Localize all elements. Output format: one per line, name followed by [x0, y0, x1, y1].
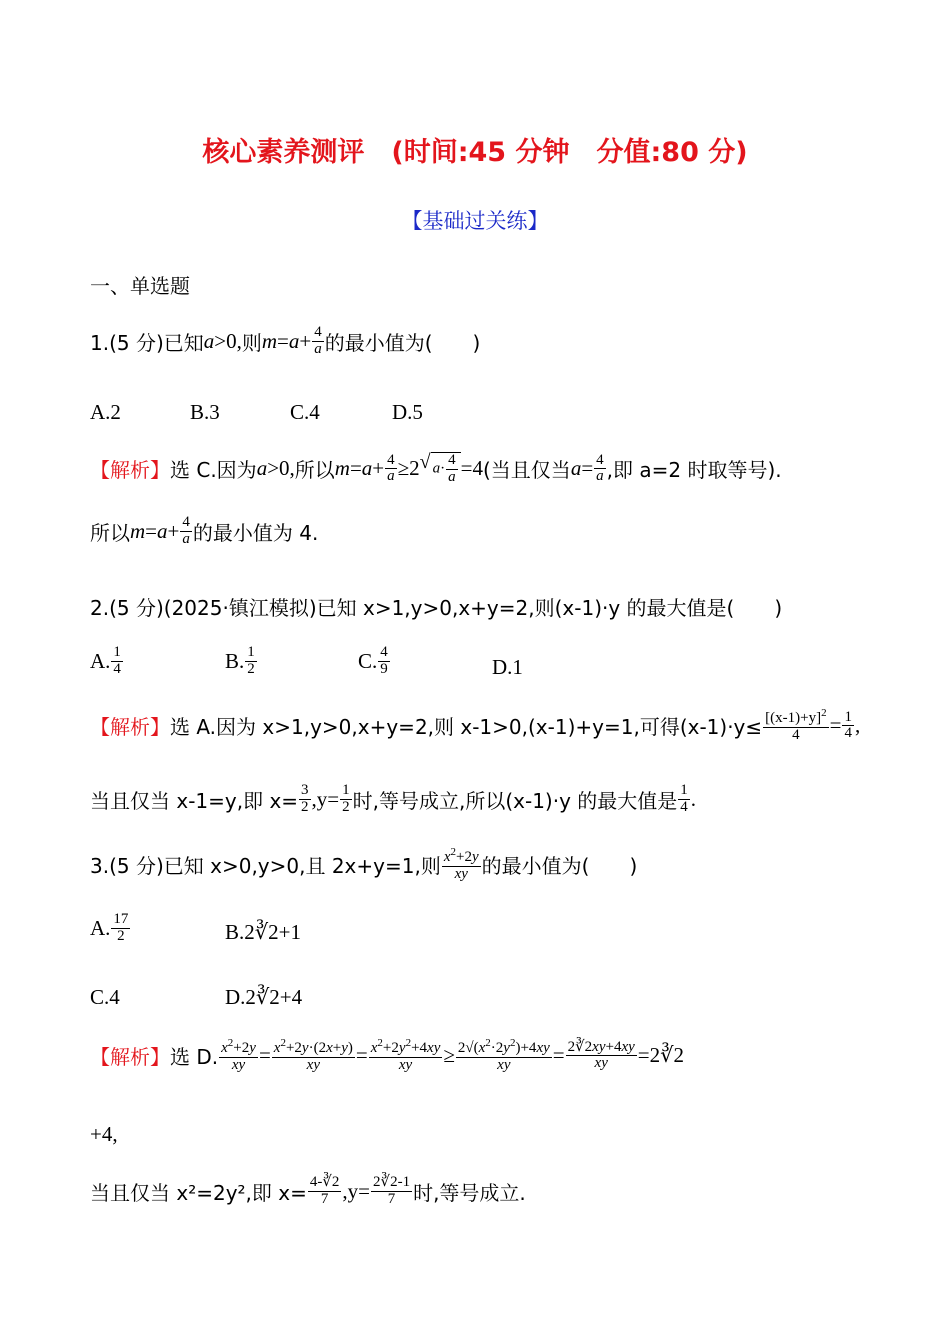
q2-option-a[interactable]: A. $\frac{1}{4}$ — [90, 644, 121, 677]
q2-option-d[interactable]: D.1 — [492, 655, 523, 679]
q1-conclusion: 所以 m = a + $\frac{4}{a}$ 的最小值为 4. — [90, 514, 319, 547]
q3-solution-cont: +4, — [90, 1122, 118, 1146]
q3-solution: 【解析】 选 D. $\frac{x^2+2y}{xy}$ = $\frac{x^2+2y\cdot(2x+y)}{xy}$ = $\frac{x^2+2y^2+4xy}{xy}$ ≥ $\frac{2√(x^2\cdot 2y^2)+4xy}{xy}$ = $\frac{2∛2xy+4xy}{xy}$ =2∛2 — [90, 1037, 685, 1073]
section-heading: 【基础过关练】 — [401, 209, 549, 233]
q1-solution: 【解析】 选 C.因为 a >0, 所以 m = a + $\frac{4}{a}$ ≥2 √ a· $\frac{4}{a}$ =4 (当且仅当 a = $\frac{4}{a}$ ,即 a=2 时取等号). — [90, 451, 782, 485]
q1-option-a[interactable]: A.2 — [90, 400, 121, 424]
q2-solution: 【解析】 选 A.因为 x>1,y>0,x+y=2,则 x-1>0,(x-1)+y=1,可得(x-1)·y≤ $\frac{[(x-1)+y]^2}{4}$ = $\frac{1}{4}$ , — [90, 707, 861, 743]
q2-solution-line2: 当且仅当 x-1=y,即 x= $\frac{3}{2}$ ,y= $\frac{1}{2}$ 时,等号成立,所以(x-1)·y 的最大值是 $\frac{1}{4}$ . — [90, 782, 697, 815]
q1-option-b[interactable]: B.3 — [190, 400, 220, 424]
q1-option-c[interactable]: C.4 — [290, 400, 320, 424]
q2-option-c[interactable]: C. $\frac{4}{9}$ — [358, 644, 388, 677]
question-3-stem: 3.(5 分)已知 x>0,y>0,且 2x+y=1,则 $\frac{x^2+2y}{xy}$ 的最小值为( ) — [90, 846, 638, 882]
q3-option-b[interactable]: B.2∛2+1 — [225, 920, 301, 944]
q3-solution-last: 当且仅当 x²=2y²,即 x= $\frac{4-∛2}{7}$ ,y= $\frac{2∛2-1}{7}$ 时,等号成立. — [90, 1174, 526, 1207]
q3-option-d[interactable]: D.2∛2+4 — [225, 985, 303, 1009]
q2-option-b[interactable]: B. $\frac{1}{2}$ — [225, 644, 255, 677]
q3-option-c[interactable]: C.4 — [90, 985, 120, 1009]
question-2-stem: 2.(5 分)(2025·镇江模拟)已知 x>1,y>0,x+y=2,则(x-1)·y 的最大值是( ) — [90, 596, 783, 620]
q1-option-d[interactable]: D.5 — [392, 400, 423, 424]
page-title: 核心素养测评 (时间:45 分钟 分值:80 分) — [202, 137, 748, 168]
q3-option-a[interactable]: A. $\frac{17}{2}$ — [90, 911, 129, 944]
part-label: 一、单选题 — [90, 274, 190, 298]
question-1-stem: 1.(5 分)已知 a >0, 则 m = a + $\frac{4}{a}$ 的最小值为( ) — [90, 324, 481, 357]
